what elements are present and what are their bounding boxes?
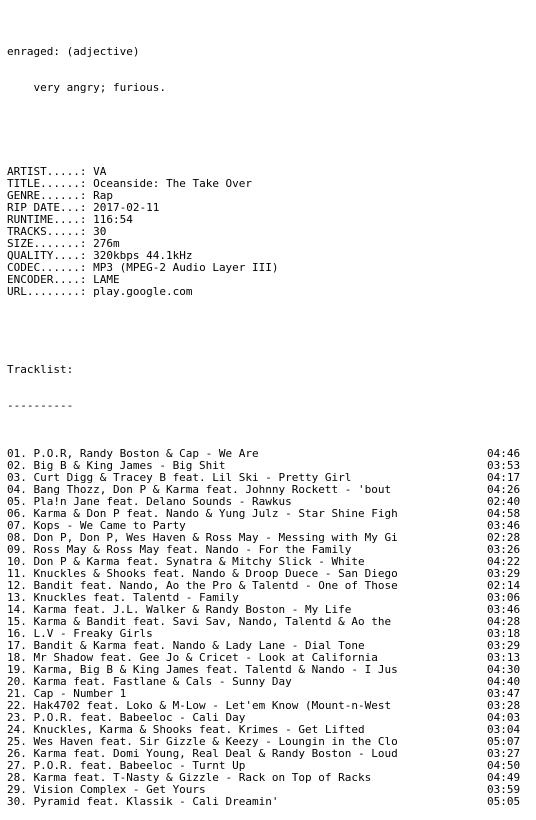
info-key: RUNTIME....: xyxy=(7,214,87,226)
track-title: 17. Bandit & Karma feat. Nando & Lady Lane - Dial Tone xyxy=(7,640,365,652)
tracklist-rule: ---------- xyxy=(7,400,74,412)
info-value: Rap xyxy=(93,190,113,202)
track-duration: 03:13 xyxy=(487,651,521,664)
track-duration: 04:46 xyxy=(487,447,521,460)
tracklist-heading: Tracklist: xyxy=(7,364,74,376)
info-row xyxy=(7,190,529,202)
info-value: 30 xyxy=(93,226,107,238)
track-row xyxy=(7,556,529,568)
track-row xyxy=(7,448,529,460)
nfo-document xyxy=(7,22,529,820)
info-row xyxy=(7,262,529,274)
track-title: 08. Don P, Don P, Wes Haven & Ross May - Messing with My Gi xyxy=(7,532,398,544)
track-duration: 04:28 xyxy=(487,615,521,628)
track-title: 14. Karma feat. J.L. Walker & Randy Boston - My Life xyxy=(7,604,352,616)
track-title: 23. P.O.R. feat. Babeeloc - Cali Day xyxy=(7,712,246,724)
info-row xyxy=(7,202,529,214)
track-title: 12. Bandit feat. Nando, Ao the Pro & Talentd - One of Those xyxy=(7,580,398,592)
info-key: SIZE.......: xyxy=(7,238,87,250)
track-row xyxy=(7,688,529,700)
spacer xyxy=(7,334,529,340)
track-row xyxy=(7,460,529,472)
track-duration: 03:46 xyxy=(487,603,521,616)
track-duration: 02:40 xyxy=(487,495,521,508)
track-row xyxy=(7,796,529,808)
track-row xyxy=(7,712,529,724)
track-title: 04. Bang Thozz, Don P & Karma feat. Johnny Rockett - 'bout xyxy=(7,484,392,496)
info-key: CODEC......: xyxy=(7,262,87,274)
track-duration: 04:40 xyxy=(487,675,521,688)
info-row xyxy=(7,214,529,226)
track-row xyxy=(7,484,529,496)
track-duration: 04:50 xyxy=(487,759,521,772)
track-duration: 03:29 xyxy=(487,639,521,652)
info-key: GENRE......: xyxy=(7,190,87,202)
track-row xyxy=(7,748,529,760)
track-title: 03. Curt Digg & Tracey B feat. Lil Ski - Pretty Girl xyxy=(7,472,352,484)
info-key: RIP DATE...: xyxy=(7,202,87,214)
track-duration: 02:28 xyxy=(487,531,521,544)
track-row xyxy=(7,784,529,796)
track-title: 25. Wes Haven feat. Sir Gizzle & Keezy - Loungin in the Clo xyxy=(7,736,398,748)
track-row xyxy=(7,760,529,772)
track-title: 07. Kops - We Came to Party xyxy=(7,520,186,532)
info-value: LAME xyxy=(93,274,120,286)
info-value: play.google.com xyxy=(93,286,193,298)
info-row xyxy=(7,274,529,286)
info-value: VA xyxy=(93,166,107,178)
track-duration: 03:06 xyxy=(487,591,521,604)
track-title: 18. Mr Shadow feat. Gee Jo & Cricet - Look at California xyxy=(7,652,378,664)
track-title: 28. Karma feat. T-Nasty & Gizzle - Rack on Top of Racks xyxy=(7,772,372,784)
track-title: 06. Karma & Don P feat. Nando & Yung Julz - Star Shine Figh xyxy=(7,508,398,520)
track-title: 20. Karma feat. Fastlane & Cals - Sunny Day xyxy=(7,676,292,688)
track-row xyxy=(7,532,529,544)
track-row xyxy=(7,664,529,676)
track-duration: 03:28 xyxy=(487,699,521,712)
track-title: 16. L.V - Freaky Girls xyxy=(7,628,153,640)
info-row xyxy=(7,226,529,238)
info-key: ARTIST.....: xyxy=(7,166,87,178)
track-title: 10. Don P & Karma feat. Synatra & Mitchy Slick - White xyxy=(7,556,365,568)
info-value: 116:54 xyxy=(93,214,133,226)
track-row xyxy=(7,472,529,484)
track-duration: 04:30 xyxy=(487,663,521,676)
track-row xyxy=(7,736,529,748)
track-duration: 04:03 xyxy=(487,711,521,724)
track-duration: 04:26 xyxy=(487,483,521,496)
info-value: MP3 (MPEG-2 Audio Layer III) xyxy=(93,262,279,274)
track-title: 15. Karma & Bandit feat. Savi Sav, Nando, Talentd & Ao the xyxy=(7,616,392,628)
info-value: 2017-02-11 xyxy=(93,202,160,214)
info-key: ENCODER....: xyxy=(7,274,87,286)
track-row xyxy=(7,604,529,616)
track-title: 24. Knuckles, Karma & Shooks feat. Krimes - Get Lifted xyxy=(7,724,365,736)
track-duration: 05:05 xyxy=(487,795,521,808)
track-duration: 03:59 xyxy=(487,783,521,796)
track-duration: 04:22 xyxy=(487,555,521,568)
info-value: 276m xyxy=(93,238,120,250)
track-title: 09. Ross May & Ross May feat. Nando - For the Family xyxy=(7,544,352,556)
track-row xyxy=(7,520,529,532)
track-title: 19. Karma, Big B & King James feat. Talentd & Nando - I Jus xyxy=(7,664,398,676)
track-title: 01. P.O.R, Randy Boston & Cap - We Are xyxy=(7,448,259,460)
track-duration: 03:53 xyxy=(487,459,521,472)
track-duration: 04:58 xyxy=(487,507,521,520)
track-duration: 03:29 xyxy=(487,567,521,580)
track-row xyxy=(7,616,529,628)
track-row xyxy=(7,568,529,580)
track-duration: 05:07 xyxy=(487,735,521,748)
track-duration: 03:27 xyxy=(487,747,521,760)
track-title: 30. Pyramid feat. Klassik - Cali Dreamin' xyxy=(7,796,279,808)
track-title: 05. Pla!n Jane feat. Delano Sounds - Rawkus xyxy=(7,496,292,508)
info-row xyxy=(7,250,529,262)
track-duration: 03:47 xyxy=(487,687,521,700)
info-row xyxy=(7,286,529,298)
track-title: 27. P.O.R. feat. Babeeloc - Turnt Up xyxy=(7,760,246,772)
info-value: 320kbps 44.1kHz xyxy=(93,250,193,262)
track-row xyxy=(7,580,529,592)
info-value: Oceanside: The Take Over xyxy=(93,178,253,190)
track-title: 02. Big B & King James - Big Shit xyxy=(7,460,226,472)
info-row xyxy=(7,238,529,250)
track-row xyxy=(7,544,529,556)
track-row xyxy=(7,676,529,688)
track-row xyxy=(7,724,529,736)
info-key: URL........: xyxy=(7,286,87,298)
track-row xyxy=(7,592,529,604)
info-key: TITLE......: xyxy=(7,178,87,190)
track-duration: 02:14 xyxy=(487,579,521,592)
definition-meaning: very angry; furious. xyxy=(7,82,166,94)
definition-word: enraged: (adjective) xyxy=(7,46,140,58)
track-row xyxy=(7,652,529,664)
track-title: 22. Hak4702 feat. Loko & M-Low - Let'em Know (Mount-n-West xyxy=(7,700,392,712)
track-row xyxy=(7,628,529,640)
track-row xyxy=(7,496,529,508)
track-title: 21. Cap - Number 1 xyxy=(7,688,127,700)
release-info xyxy=(7,166,529,298)
track-row xyxy=(7,508,529,520)
info-row xyxy=(7,166,529,178)
info-row xyxy=(7,178,529,190)
info-key: TRACKS.....: xyxy=(7,226,87,238)
track-duration: 03:46 xyxy=(487,519,521,532)
track-title: 11. Knuckles & Shooks feat. Nando & Droop Duece - San Diego xyxy=(7,568,398,580)
track-title: 26. Karma feat. Domi Young, Real Deal & Randy Boston - Loud xyxy=(7,748,398,760)
track-row xyxy=(7,640,529,652)
track-duration: 03:04 xyxy=(487,723,521,736)
track-title: 29. Vision Complex - Get Yours xyxy=(7,784,206,796)
track-duration: 04:49 xyxy=(487,771,521,784)
track-duration: 04:17 xyxy=(487,471,521,484)
track-duration: 03:26 xyxy=(487,543,521,556)
tracklist xyxy=(7,448,529,808)
spacer xyxy=(7,118,529,130)
track-title: 13. Knuckles feat. Talentd - Family xyxy=(7,592,239,604)
track-row xyxy=(7,772,529,784)
track-row xyxy=(7,700,529,712)
track-duration: 03:18 xyxy=(487,627,521,640)
info-key: QUALITY....: xyxy=(7,250,87,262)
